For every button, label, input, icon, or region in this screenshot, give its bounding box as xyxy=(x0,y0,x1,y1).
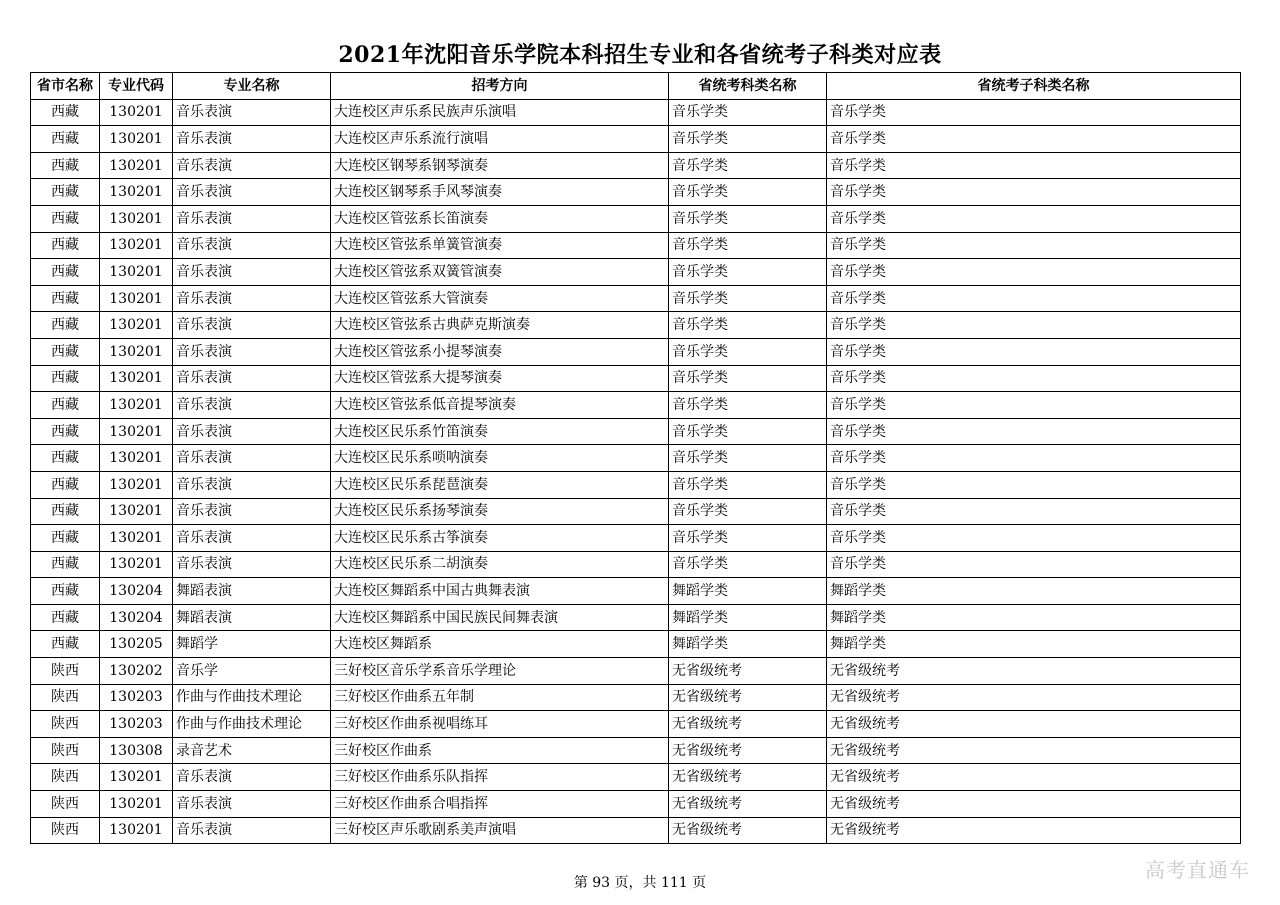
cell-major-name: 音乐表演 xyxy=(173,498,331,525)
cell-exam-category: 无省级统考 xyxy=(669,658,827,685)
cell-exam-subcategory: 音乐学类 xyxy=(827,312,1241,339)
col-header-exam-subcategory: 省统考子科类名称 xyxy=(827,73,1241,100)
cell-major-name: 音乐表演 xyxy=(173,418,331,445)
cell-major-name: 舞蹈学 xyxy=(173,631,331,658)
cell-direction: 大连校区舞蹈系中国古典舞表演 xyxy=(331,578,669,605)
cell-exam-subcategory: 无省级统考 xyxy=(827,711,1241,738)
cell-province: 西藏 xyxy=(31,525,100,552)
cell-major-name: 音乐表演 xyxy=(173,126,331,153)
cell-exam-subcategory: 无省级统考 xyxy=(827,817,1241,844)
cell-province: 西藏 xyxy=(31,445,100,472)
cell-exam-subcategory: 音乐学类 xyxy=(827,205,1241,232)
cell-exam-subcategory: 舞蹈学类 xyxy=(827,578,1241,605)
table-row xyxy=(31,737,1241,764)
cell-direction: 大连校区声乐系民族声乐演唱 xyxy=(331,99,669,126)
cell-major-name: 音乐表演 xyxy=(173,179,331,206)
admissions-table xyxy=(30,72,1241,844)
cell-exam-category: 音乐学类 xyxy=(669,205,827,232)
cell-direction: 大连校区管弦系长笛演奏 xyxy=(331,205,669,232)
cell-direction: 三好校区作曲系 xyxy=(331,737,669,764)
cell-exam-category: 音乐学类 xyxy=(669,259,827,286)
cell-exam-category: 无省级统考 xyxy=(669,791,827,818)
table-row xyxy=(31,179,1241,206)
cell-direction: 大连校区钢琴系钢琴演奏 xyxy=(331,152,669,179)
cell-province: 西藏 xyxy=(31,551,100,578)
cell-province: 陕西 xyxy=(31,737,100,764)
cell-major-code: 130203 xyxy=(100,711,173,738)
cell-major-name: 音乐表演 xyxy=(173,232,331,259)
cell-exam-subcategory: 音乐学类 xyxy=(827,285,1241,312)
table-row xyxy=(31,551,1241,578)
cell-exam-subcategory: 音乐学类 xyxy=(827,99,1241,126)
cell-province: 西藏 xyxy=(31,338,100,365)
cell-exam-subcategory: 舞蹈学类 xyxy=(827,604,1241,631)
cell-province: 陕西 xyxy=(31,791,100,818)
cell-exam-subcategory: 无省级统考 xyxy=(827,658,1241,685)
table-row xyxy=(31,578,1241,605)
cell-province: 西藏 xyxy=(31,365,100,392)
cell-direction: 大连校区民乐系竹笛演奏 xyxy=(331,418,669,445)
cell-direction: 大连校区声乐系流行演唱 xyxy=(331,126,669,153)
table-header-row xyxy=(31,73,1241,100)
cell-province: 陕西 xyxy=(31,658,100,685)
table-row xyxy=(31,684,1241,711)
cell-major-name: 音乐表演 xyxy=(173,764,331,791)
cell-exam-category: 音乐学类 xyxy=(669,498,827,525)
cell-exam-category: 无省级统考 xyxy=(669,684,827,711)
cell-direction: 三好校区作曲系视唱练耳 xyxy=(331,711,669,738)
cell-province: 西藏 xyxy=(31,232,100,259)
cell-major-code: 130201 xyxy=(100,445,173,472)
cell-exam-category: 舞蹈学类 xyxy=(669,578,827,605)
cell-province: 西藏 xyxy=(31,126,100,153)
cell-direction: 大连校区管弦系古典萨克斯演奏 xyxy=(331,312,669,339)
cell-major-code: 130201 xyxy=(100,764,173,791)
cell-major-code: 130201 xyxy=(100,179,173,206)
cell-major-name: 舞蹈表演 xyxy=(173,604,331,631)
cell-exam-category: 音乐学类 xyxy=(669,551,827,578)
cell-direction: 三好校区声乐歌剧系美声演唱 xyxy=(331,817,669,844)
table-row xyxy=(31,152,1241,179)
cell-direction: 大连校区民乐系二胡演奏 xyxy=(331,551,669,578)
cell-major-name: 舞蹈表演 xyxy=(173,578,331,605)
cell-major-name: 音乐学 xyxy=(173,658,331,685)
cell-province: 西藏 xyxy=(31,498,100,525)
cell-major-code: 130201 xyxy=(100,312,173,339)
cell-province: 陕西 xyxy=(31,764,100,791)
cell-direction: 三好校区作曲系合唱指挥 xyxy=(331,791,669,818)
cell-exam-category: 音乐学类 xyxy=(669,471,827,498)
col-header-major-name: 专业名称 xyxy=(173,73,331,100)
cell-province: 西藏 xyxy=(31,179,100,206)
cell-exam-category: 无省级统考 xyxy=(669,817,827,844)
cell-exam-category: 音乐学类 xyxy=(669,418,827,445)
table-row xyxy=(31,604,1241,631)
table-row xyxy=(31,99,1241,126)
cell-exam-subcategory: 舞蹈学类 xyxy=(827,631,1241,658)
cell-province: 陕西 xyxy=(31,711,100,738)
cell-major-code: 130201 xyxy=(100,791,173,818)
watermark: 高考直通车 xyxy=(1145,858,1250,882)
cell-direction: 大连校区民乐系唢呐演奏 xyxy=(331,445,669,472)
cell-exam-subcategory: 音乐学类 xyxy=(827,418,1241,445)
page-title: 2021年沈阳音乐学院本科招生专业和各省统考子科类对应表 xyxy=(338,42,942,68)
cell-exam-category: 音乐学类 xyxy=(669,338,827,365)
cell-major-name: 音乐表演 xyxy=(173,152,331,179)
cell-exam-category: 音乐学类 xyxy=(669,99,827,126)
cell-direction: 三好校区作曲系乐队指挥 xyxy=(331,764,669,791)
cell-major-name: 作曲与作曲技术理论 xyxy=(173,684,331,711)
table-row xyxy=(31,817,1241,844)
table-row xyxy=(31,259,1241,286)
cell-exam-subcategory: 无省级统考 xyxy=(827,684,1241,711)
cell-province: 西藏 xyxy=(31,152,100,179)
cell-direction: 大连校区舞蹈系中国民族民间舞表演 xyxy=(331,604,669,631)
cell-province: 西藏 xyxy=(31,578,100,605)
cell-exam-subcategory: 音乐学类 xyxy=(827,471,1241,498)
cell-major-code: 130201 xyxy=(100,285,173,312)
cell-major-code: 130201 xyxy=(100,817,173,844)
cell-major-code: 130308 xyxy=(100,737,173,764)
cell-exam-subcategory: 音乐学类 xyxy=(827,525,1241,552)
cell-major-code: 130203 xyxy=(100,684,173,711)
cell-direction: 大连校区管弦系大提琴演奏 xyxy=(331,365,669,392)
cell-major-name: 作曲与作曲技术理论 xyxy=(173,711,331,738)
table-row xyxy=(31,631,1241,658)
table-row xyxy=(31,445,1241,472)
table-row xyxy=(31,764,1241,791)
cell-exam-category: 无省级统考 xyxy=(669,764,827,791)
cell-province: 陕西 xyxy=(31,684,100,711)
cell-direction: 大连校区管弦系低音提琴演奏 xyxy=(331,392,669,419)
page-number: 第 93 页，共 111 页 xyxy=(573,875,707,891)
cell-province: 陕西 xyxy=(31,817,100,844)
table-row xyxy=(31,232,1241,259)
cell-major-code: 130201 xyxy=(100,551,173,578)
cell-major-code: 130201 xyxy=(100,471,173,498)
cell-major-code: 130201 xyxy=(100,99,173,126)
cell-exam-subcategory: 无省级统考 xyxy=(827,791,1241,818)
cell-major-code: 130201 xyxy=(100,126,173,153)
cell-exam-category: 无省级统考 xyxy=(669,737,827,764)
cell-exam-subcategory: 无省级统考 xyxy=(827,737,1241,764)
cell-major-code: 130201 xyxy=(100,259,173,286)
cell-direction: 三好校区音乐学系音乐学理论 xyxy=(331,658,669,685)
cell-province: 西藏 xyxy=(31,392,100,419)
cell-exam-category: 音乐学类 xyxy=(669,126,827,153)
cell-exam-category: 音乐学类 xyxy=(669,312,827,339)
table-row xyxy=(31,471,1241,498)
cell-direction: 大连校区管弦系单簧管演奏 xyxy=(331,232,669,259)
cell-major-code: 130204 xyxy=(100,604,173,631)
cell-major-code: 130201 xyxy=(100,418,173,445)
col-header-province: 省市名称 xyxy=(31,73,100,100)
cell-major-name: 音乐表演 xyxy=(173,259,331,286)
cell-exam-category: 音乐学类 xyxy=(669,392,827,419)
cell-major-name: 音乐表演 xyxy=(173,791,331,818)
cell-major-code: 130201 xyxy=(100,338,173,365)
table-row xyxy=(31,791,1241,818)
table-row xyxy=(31,205,1241,232)
cell-province: 西藏 xyxy=(31,418,100,445)
cell-exam-category: 音乐学类 xyxy=(669,152,827,179)
cell-major-code: 130201 xyxy=(100,365,173,392)
cell-exam-subcategory: 音乐学类 xyxy=(827,392,1241,419)
table-row xyxy=(31,285,1241,312)
cell-province: 西藏 xyxy=(31,312,100,339)
cell-exam-subcategory: 音乐学类 xyxy=(827,232,1241,259)
cell-direction: 大连校区民乐系琵琶演奏 xyxy=(331,471,669,498)
col-header-major-code: 专业代码 xyxy=(100,73,173,100)
cell-exam-subcategory: 音乐学类 xyxy=(827,126,1241,153)
cell-province: 西藏 xyxy=(31,259,100,286)
cell-province: 西藏 xyxy=(31,631,100,658)
cell-exam-category: 音乐学类 xyxy=(669,525,827,552)
cell-major-name: 音乐表演 xyxy=(173,817,331,844)
cell-exam-category: 音乐学类 xyxy=(669,445,827,472)
cell-major-name: 音乐表演 xyxy=(173,445,331,472)
cell-direction: 大连校区管弦系大管演奏 xyxy=(331,285,669,312)
cell-direction: 大连校区民乐系扬琴演奏 xyxy=(331,498,669,525)
table-row xyxy=(31,365,1241,392)
table-body xyxy=(31,99,1241,844)
cell-major-name: 音乐表演 xyxy=(173,392,331,419)
col-header-direction: 招考方向 xyxy=(331,73,669,100)
cell-exam-subcategory: 无省级统考 xyxy=(827,764,1241,791)
cell-major-code: 130204 xyxy=(100,578,173,605)
cell-exam-subcategory: 音乐学类 xyxy=(827,152,1241,179)
cell-exam-category: 舞蹈学类 xyxy=(669,604,827,631)
table-row xyxy=(31,498,1241,525)
cell-direction: 大连校区舞蹈系 xyxy=(331,631,669,658)
cell-major-code: 130201 xyxy=(100,232,173,259)
cell-direction: 大连校区钢琴系手风琴演奏 xyxy=(331,179,669,206)
cell-exam-subcategory: 音乐学类 xyxy=(827,259,1241,286)
cell-direction: 三好校区作曲系五年制 xyxy=(331,684,669,711)
cell-exam-category: 舞蹈学类 xyxy=(669,631,827,658)
cell-exam-category: 音乐学类 xyxy=(669,365,827,392)
table-row xyxy=(31,711,1241,738)
cell-major-code: 130201 xyxy=(100,525,173,552)
cell-exam-category: 音乐学类 xyxy=(669,232,827,259)
cell-exam-category: 音乐学类 xyxy=(669,285,827,312)
cell-exam-subcategory: 音乐学类 xyxy=(827,365,1241,392)
cell-exam-subcategory: 音乐学类 xyxy=(827,498,1241,525)
table-row xyxy=(31,418,1241,445)
cell-major-code: 130201 xyxy=(100,152,173,179)
table-row xyxy=(31,392,1241,419)
cell-major-name: 音乐表演 xyxy=(173,312,331,339)
cell-major-name: 音乐表演 xyxy=(173,285,331,312)
cell-major-code: 130202 xyxy=(100,658,173,685)
cell-major-code: 130201 xyxy=(100,205,173,232)
table-row xyxy=(31,658,1241,685)
cell-province: 西藏 xyxy=(31,285,100,312)
table-row xyxy=(31,126,1241,153)
cell-major-name: 录音艺术 xyxy=(173,737,331,764)
cell-major-name: 音乐表演 xyxy=(173,525,331,552)
table-row xyxy=(31,312,1241,339)
cell-major-name: 音乐表演 xyxy=(173,365,331,392)
table-row xyxy=(31,525,1241,552)
table-row xyxy=(31,338,1241,365)
cell-major-name: 音乐表演 xyxy=(173,99,331,126)
cell-exam-subcategory: 音乐学类 xyxy=(827,445,1241,472)
cell-major-code: 130201 xyxy=(100,392,173,419)
cell-major-name: 音乐表演 xyxy=(173,338,331,365)
cell-exam-subcategory: 音乐学类 xyxy=(827,551,1241,578)
cell-direction: 大连校区民乐系古筝演奏 xyxy=(331,525,669,552)
cell-exam-subcategory: 音乐学类 xyxy=(827,338,1241,365)
cell-direction: 大连校区管弦系双簧管演奏 xyxy=(331,259,669,286)
cell-province: 西藏 xyxy=(31,205,100,232)
col-header-exam-category: 省统考科类名称 xyxy=(669,73,827,100)
cell-major-name: 音乐表演 xyxy=(173,551,331,578)
cell-major-code: 130201 xyxy=(100,498,173,525)
cell-exam-category: 无省级统考 xyxy=(669,711,827,738)
cell-province: 西藏 xyxy=(31,604,100,631)
cell-exam-category: 音乐学类 xyxy=(669,179,827,206)
cell-direction: 大连校区管弦系小提琴演奏 xyxy=(331,338,669,365)
cell-exam-subcategory: 音乐学类 xyxy=(827,179,1241,206)
cell-major-name: 音乐表演 xyxy=(173,471,331,498)
cell-major-code: 130205 xyxy=(100,631,173,658)
cell-major-name: 音乐表演 xyxy=(173,205,331,232)
cell-province: 西藏 xyxy=(31,99,100,126)
cell-province: 西藏 xyxy=(31,471,100,498)
